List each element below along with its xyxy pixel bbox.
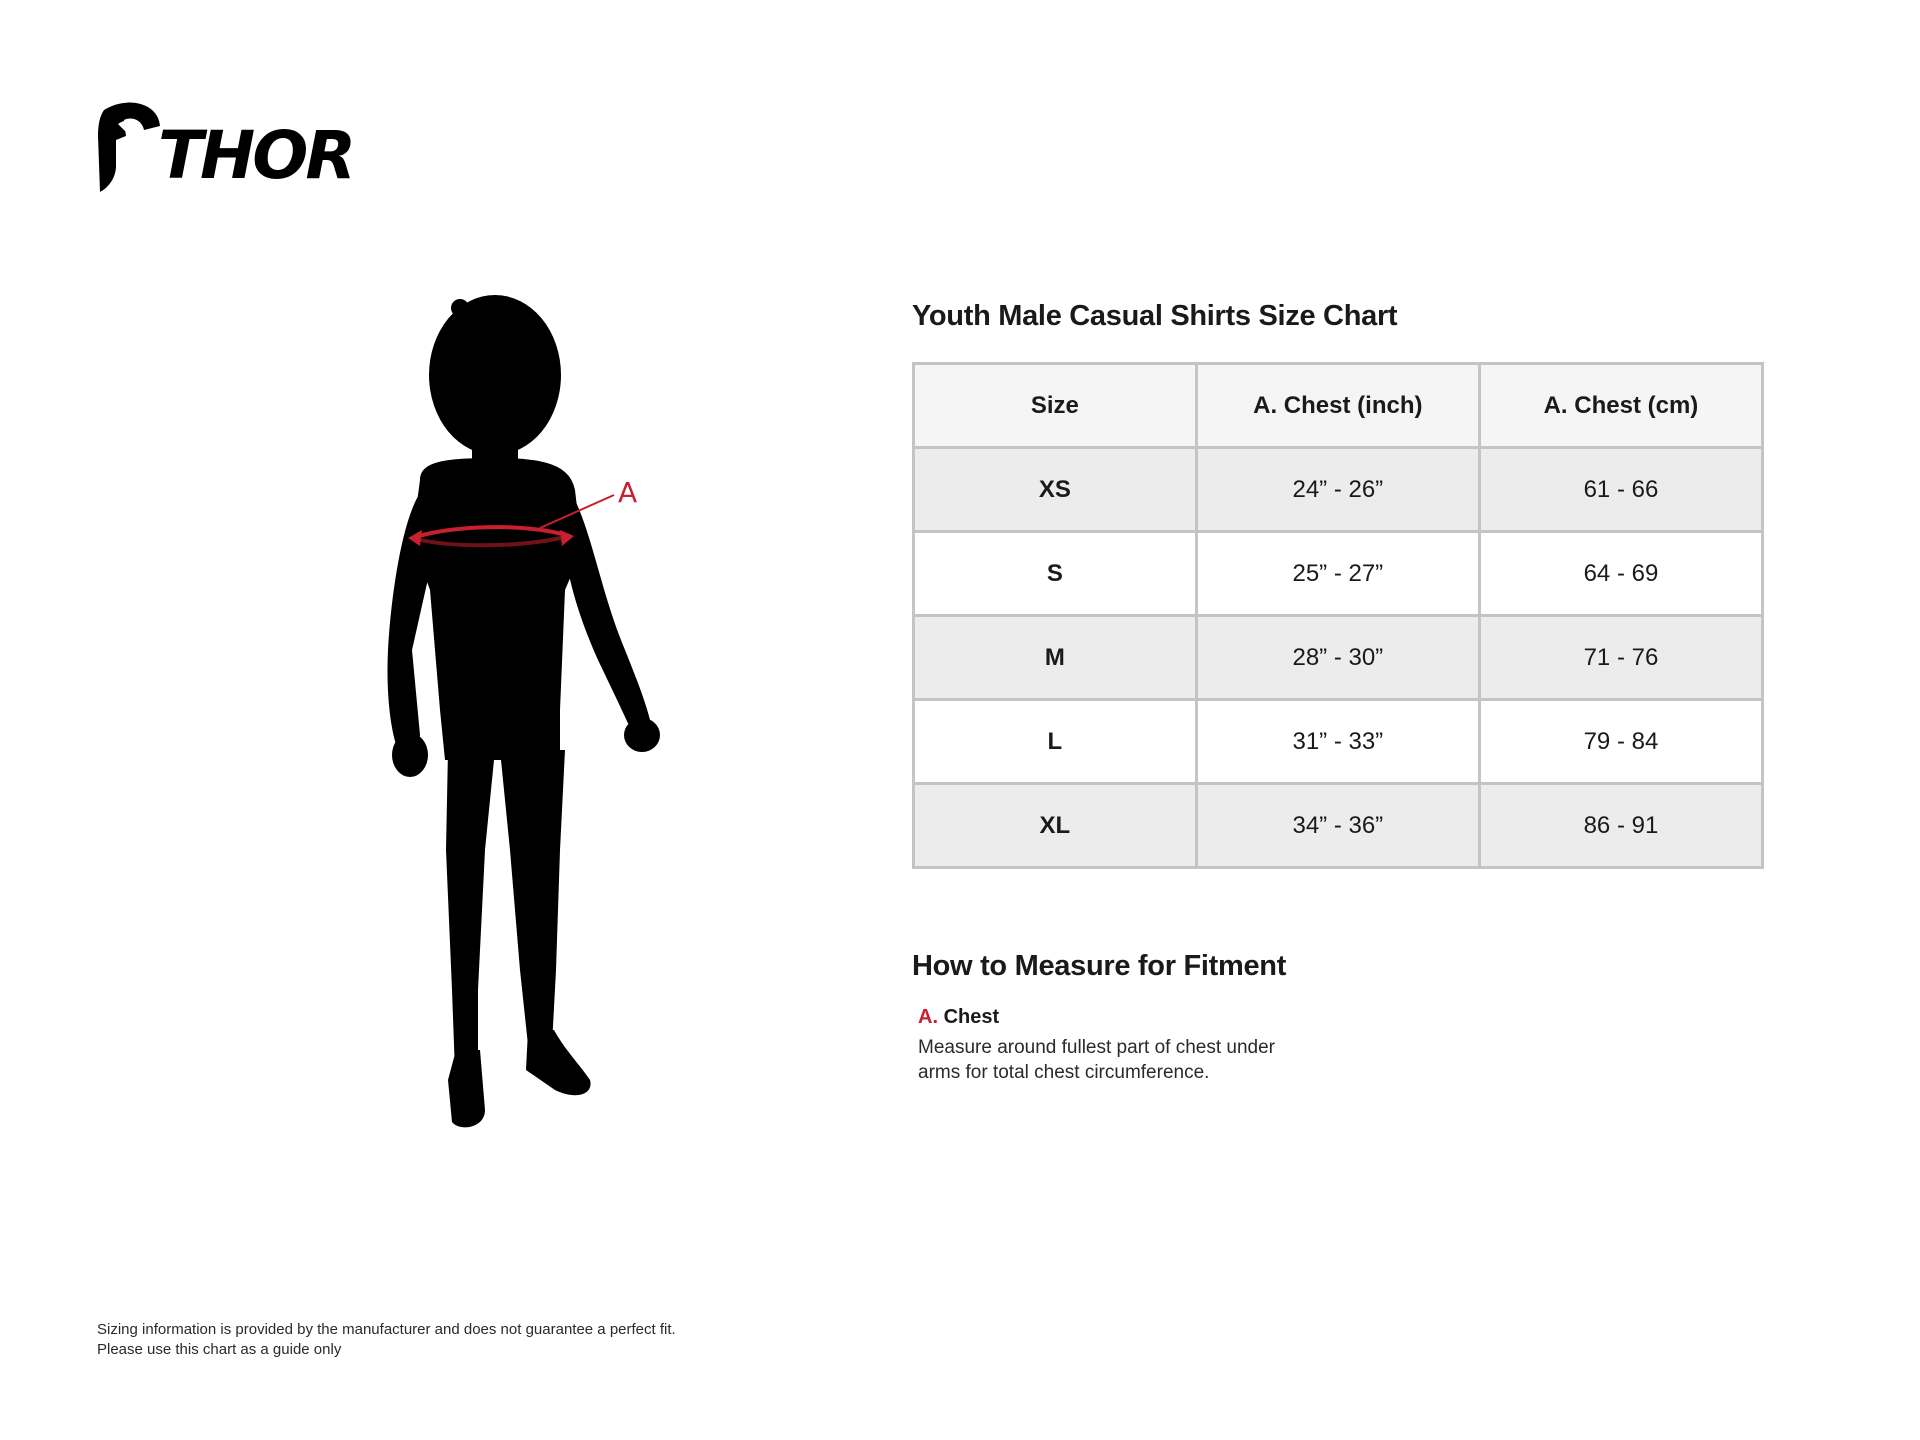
size-cell: XS [914, 448, 1197, 532]
chest-inch-cell: 34” - 36” [1196, 784, 1479, 868]
chest-cm-cell: 61 - 66 [1479, 448, 1762, 532]
chest-inch-cell: 24” - 26” [1196, 448, 1479, 532]
chest-inch-cell: 28” - 30” [1196, 616, 1479, 700]
measure-description-line: arms for total chest circumference. [918, 1062, 1210, 1083]
table-row [914, 784, 1763, 868]
size-table [912, 362, 1764, 869]
table-row [914, 532, 1763, 616]
size-cell: XL [914, 784, 1197, 868]
size-cell: L [914, 700, 1197, 784]
measure-instructions [918, 1006, 1338, 1085]
disclaimer-line: Sizing information is provided by the manufacturer and does not guarantee a perfect fit. [97, 1321, 676, 1338]
measure-letter: A. [918, 1006, 938, 1028]
measure-title: How to Measure for Fitment [912, 950, 1287, 982]
table-row [914, 616, 1763, 700]
column-header-chest-inch: A. Chest (inch) [1196, 364, 1479, 448]
disclaimer [97, 1320, 797, 1360]
thor-helmet-icon [96, 96, 396, 196]
svg-text:THOR: THOR [158, 117, 354, 194]
size-cell: M [914, 616, 1197, 700]
chest-cm-cell: 86 - 91 [1479, 784, 1762, 868]
size-cell: S [914, 532, 1197, 616]
table-row [914, 448, 1763, 532]
brand-logo [96, 96, 396, 196]
measure-heading [918, 1006, 1338, 1029]
table-row [914, 700, 1763, 784]
measure-description [918, 1035, 1338, 1085]
table-header-row [914, 364, 1763, 448]
chest-inch-cell: 25” - 27” [1196, 532, 1479, 616]
size-chart-title: Youth Male Casual Shirts Size Chart [912, 300, 1398, 332]
chest-cm-cell: 79 - 84 [1479, 700, 1762, 784]
chest-inch-cell: 31” - 33” [1196, 700, 1479, 784]
column-header-size: Size [914, 364, 1197, 448]
measure-description-line: Measure around fullest part of chest under [918, 1037, 1275, 1058]
chest-cm-cell: 71 - 76 [1479, 616, 1762, 700]
disclaimer-line: Please use this chart as a guide only [97, 1341, 342, 1358]
column-header-chest-cm: A. Chest (cm) [1479, 364, 1762, 448]
chest-cm-cell: 64 - 69 [1479, 532, 1762, 616]
measure-label: Chest [943, 1006, 1000, 1028]
chest-marker-label: A [618, 476, 638, 509]
child-figure [360, 290, 660, 1140]
child-silhouette-icon [360, 290, 660, 1140]
